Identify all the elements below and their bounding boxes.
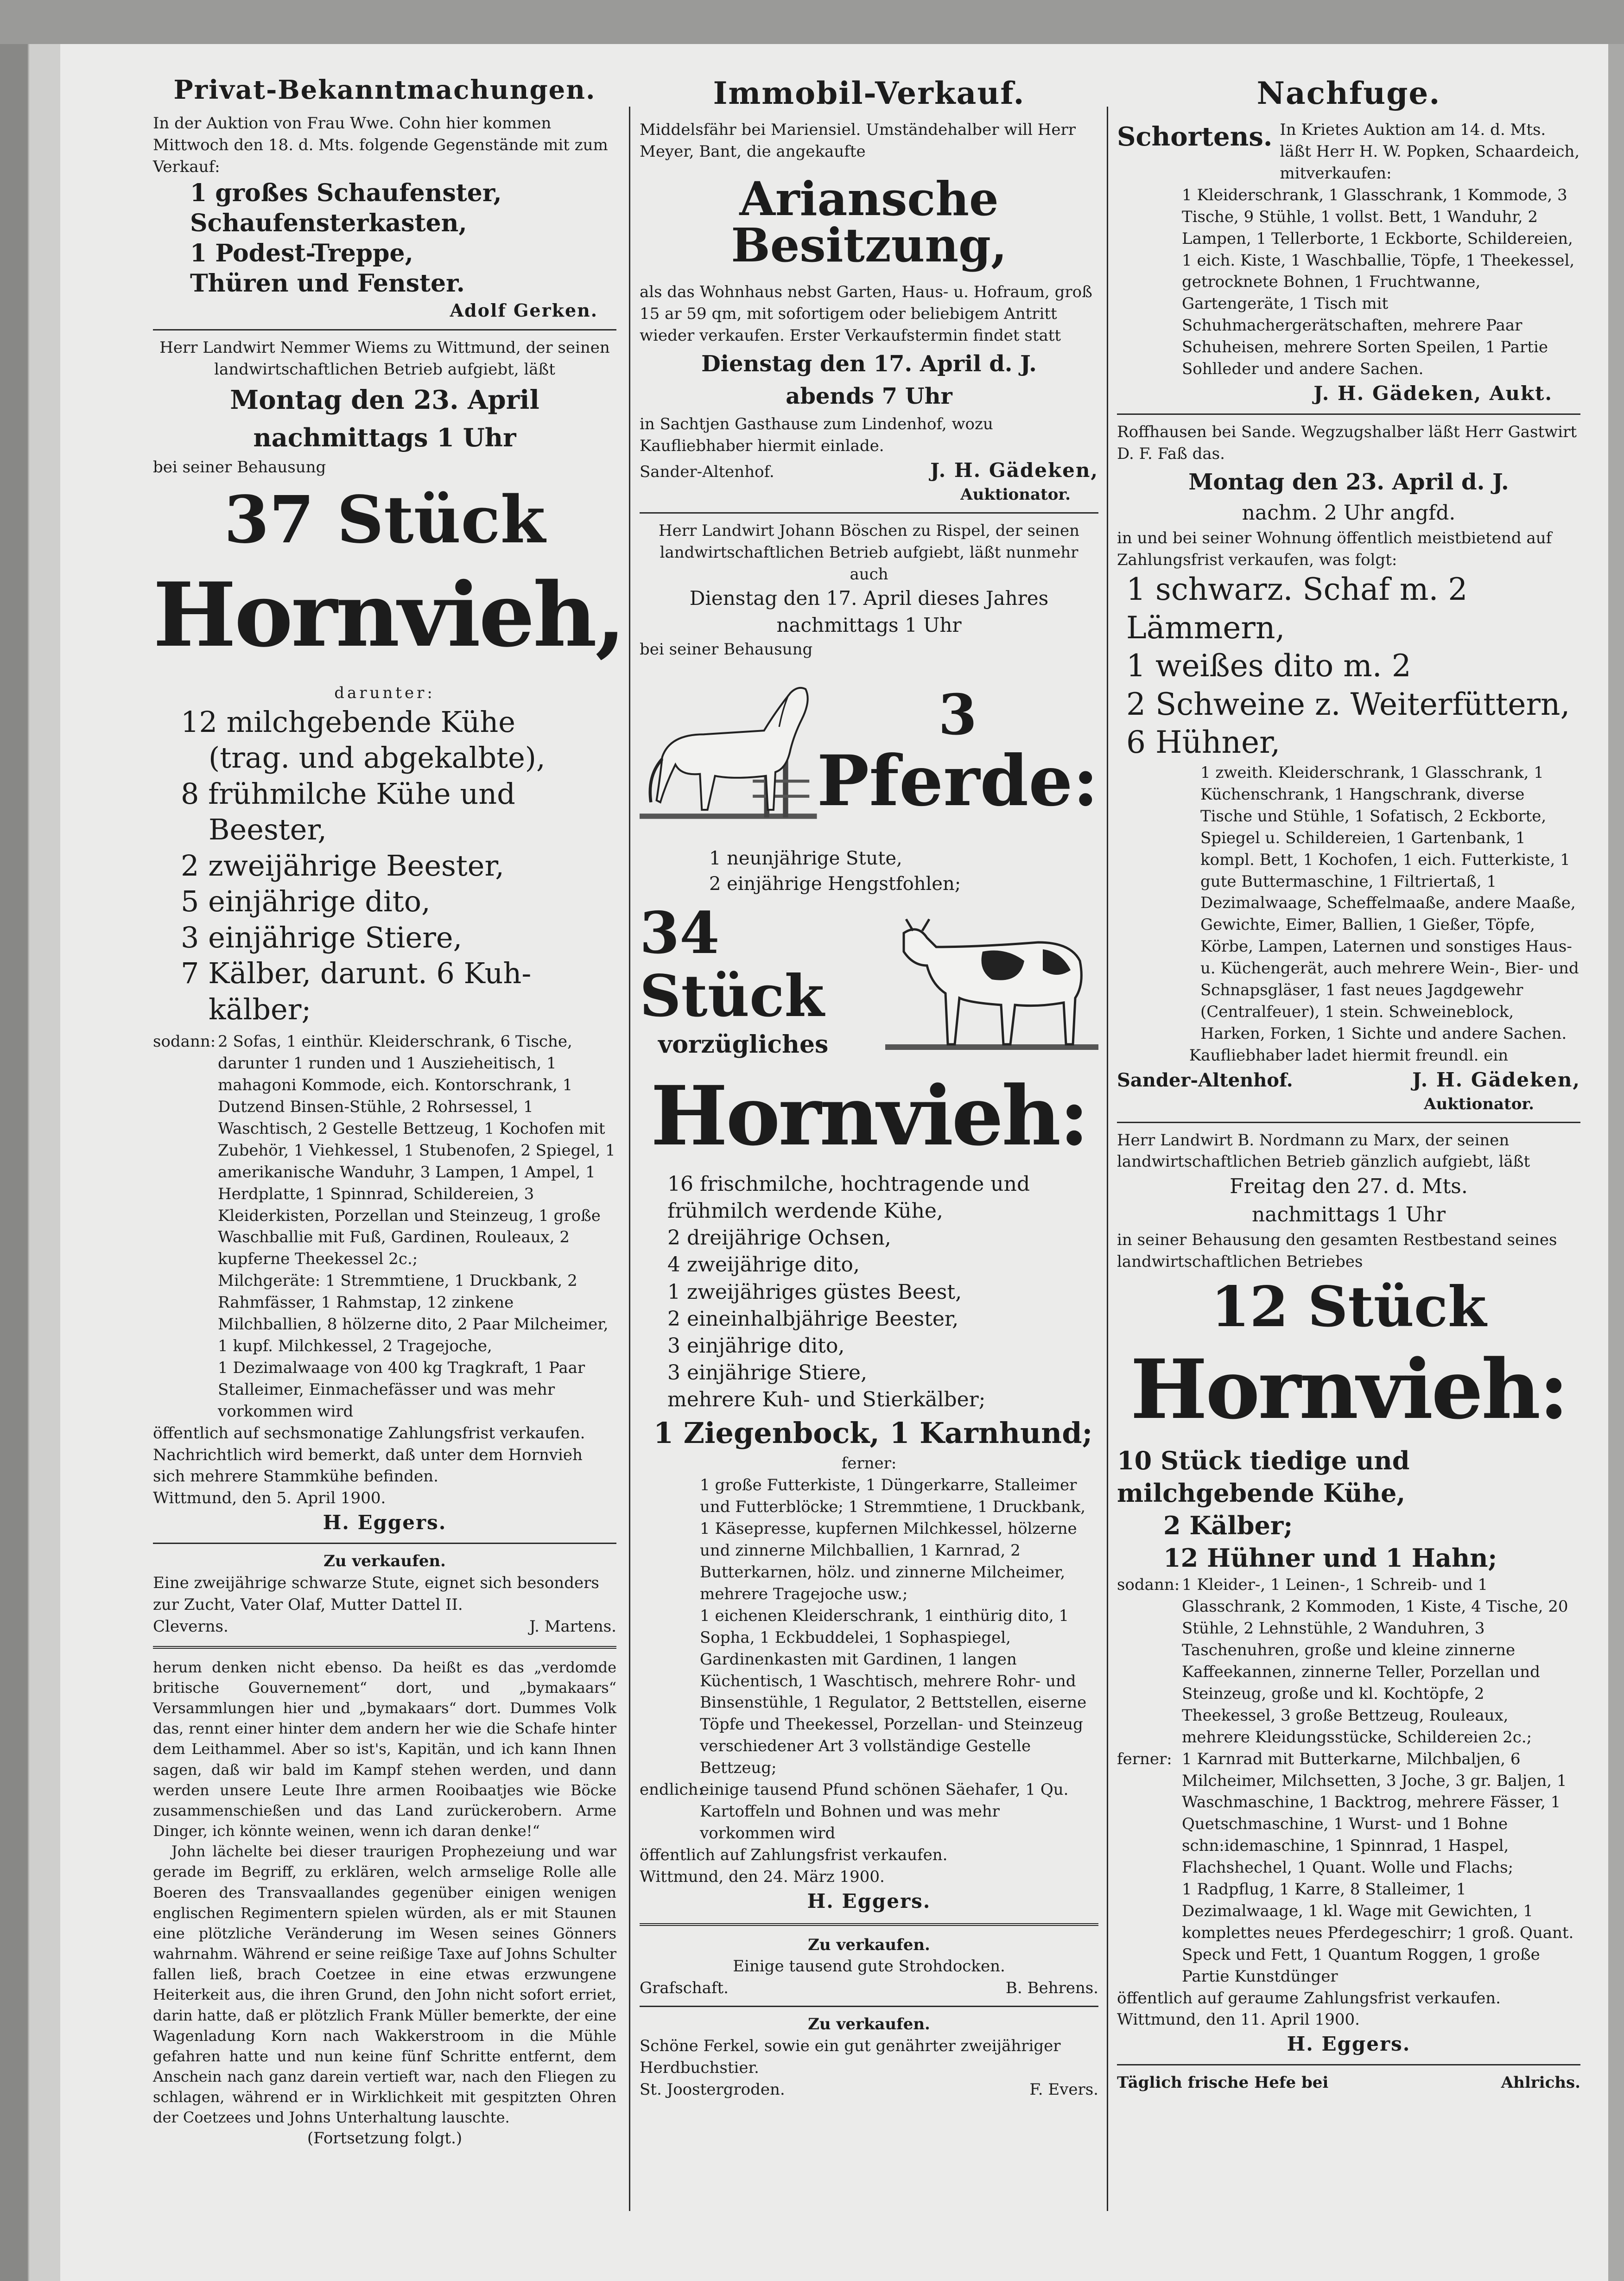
ad-location: Sander-Altenhof. <box>1117 1069 1293 1091</box>
divider <box>1117 413 1580 415</box>
ad-highlight: 1 Ziegenbock, 1 Karnhund; <box>653 1416 1093 1450</box>
ad-signature: H. Eggers. <box>807 1889 931 1912</box>
divider <box>640 2006 1098 2007</box>
list-item: 3 einjährige Stiere, <box>667 1360 867 1385</box>
ad-footer <box>1117 2072 1580 2094</box>
list-item: 2 eineinhalbjährige Beester, <box>667 1307 959 1331</box>
ad-date: Freitag den 27. d. Mts. <box>1230 1175 1468 1199</box>
cattle-heading <box>640 899 885 1062</box>
column-1 <box>153 70 624 2149</box>
pferde-heading <box>817 682 1098 822</box>
ad-signature: H. Eggers. <box>323 1511 447 1534</box>
divider <box>153 1543 616 1544</box>
horse-block <box>640 661 1098 846</box>
ad-location: Grafschaft. <box>640 1979 729 1998</box>
ad-location: Schortens. <box>1117 121 1273 152</box>
list-item: 8 frühmilche Kühe und <box>181 776 515 811</box>
right-margin-strip <box>1608 44 1624 2281</box>
list-item: 5 einjährige dito, <box>181 884 431 919</box>
ad-dateline: Wittmund, den 5. April 1900. <box>153 1489 386 1508</box>
ad-role: Auktionator. <box>1424 1094 1534 1113</box>
ad-signature: F. Evers. <box>1029 2080 1098 2099</box>
item-text: 2 Sofas, 1 einthür. Kleiderschrank, 6 Tische, darunter 1 runden und 1 Auszieheitisch, 1 mahagoni Kommode, eich. Kontorschrank, 1 Dutzend Binsen-Stühle, 2 Rohrsessel, 1 Waschtisch, 2 Gestelle Bettzeug, 1 Kochofen mit Zubehör, 1 Viehkessel, 1 Stubenofen, 2 Spiegel, 1 amerikanische Wanduhr, 3 Lampen, 1 Ampel, 1 Herdplatte, 1 Spinnrad, Schildereien, 3 Kleiderkisten, Porzellan und Steinzeug, 1 große Waschballie mit Fuß, Gardinen, Rouleaux, 2 kupferne Theekessel 2c.; <box>218 1032 615 1269</box>
cattle-block <box>640 899 1098 1062</box>
list-item: 1 großes Schaufenster, <box>190 178 502 207</box>
ad-count: 37 Stück <box>224 482 546 558</box>
ad-text: Einige tausend gute Strohdocken. <box>733 1957 1005 1976</box>
ad-invite: Kaufliebhaber ladet hiermit freundl. ein <box>1189 1046 1509 1065</box>
ad-signature: J. H. Gädeken, Aukt. <box>1313 381 1553 405</box>
ad-place: in Sachtjen Gasthause zum Lindenhof, wozu Kaufliebhaber hiermit einlade. <box>640 415 993 455</box>
list-item: 10 Stück tiedige und milchgebende Kühe, <box>1117 1445 1410 1508</box>
ad-signature: B. Behrens. <box>1005 1979 1098 1998</box>
ad-subhead: darunter: <box>334 683 435 702</box>
column-rule-2 <box>1107 107 1108 2211</box>
ad-title: Pferde: <box>817 740 1098 822</box>
item-text: 1 Karnrad mit Butterkarne, Milchbaljen, 6 Milcheimer, Milchsetten, 3 Joche, 3 gr. Baljen, 1 Waschmaschine, 1 Backtrog, mehrere Fässer, 1 Quetschmaschine, 1 Wurst- und 1 Bohne schn:idemaschine, 1 Spinnrad, 1 Haspel, Flachshechel, 1 Quant. Wolle und Flachs; <box>1182 1749 1567 1877</box>
item-text: 1 Radpflug, 1 Karre, 8 Stalleimer, 1 Dezimalwaage, 1 kl. Wage mit Gewichten, 1 komplettes neues Pferdegeschirr; 1 groß. Quant. Speck und Fett, 1 Quantum Roggen, 1 große Partie Kunstdünger <box>1182 1880 1574 1986</box>
ad-intro: Herr Landwirt B. Nordmann zu Marx, der seinen landwirtschaftlichen Betrieb gänzlich aufgiebt, läßt <box>1117 1131 1530 1171</box>
label: sodann: <box>153 1032 216 1051</box>
ad-role: Auktionator. <box>960 485 1071 504</box>
ad-date: Montag den 23. April <box>230 385 539 416</box>
ad-text: Schöne Ferkel, sowie ein gut genährter zweijähriger Herdbuchstier. <box>640 2037 1061 2078</box>
ad-location: Sander-Altenhof. <box>640 462 774 481</box>
ad-footer <box>640 2079 1098 2101</box>
item-text: 1 zweith. Kleiderschrank, 1 Glasschrank, 1 Küchenschrank, 1 Hangschrank, diverse Tische und Stühle, 1 Sofatisch, 2 Eckborte, Spiegel u. Schildereien, 1 Gartenbank, 1 kompl. Bett, 1 Kochofen, 1 eich. Futterkiste, 1 gute Buttermaschine, 1 Filtriertaß, 1 Dezimalwaage, Scheffelmaaße, andere Maaße, Gewichte, Eimer, Ballien, 1 Gießer, Töpfe, Körbe, Lampen, Laternen und sonstiges Haus- u. Küchengerät, auch mehrere Wein-, Bier- und Schnapsgläser, 1 fast neues Jagdgewehr (Centralfeuer), 1 stein. Schweineblock, Harken, Forken, 1 Sichte und andere Sachen. <box>1200 763 1579 1043</box>
animal-list <box>1117 571 1580 762</box>
list-item: 2 Schweine z. Weiterfüttern, <box>1126 686 1570 722</box>
list-item: Beester, <box>209 813 327 847</box>
column-2 <box>640 70 1098 2101</box>
ad-dateline: Wittmund, den 11. April 1900. <box>1117 2010 1360 2029</box>
item-text: 1 große Futterkiste, 1 Düngerkarre, Stalleimer und Futterblöcke; 1 Stremmtiene, 1 Druckbank, 1 Käsepresse, kupfernen Milchkessel, hölzerne und zinnerne Milchballien, 1 Karnrad, 2 Butterkarnen, hölz. und zinnerne Milcheimer, mehrere Tragejoche usw.; <box>700 1476 1086 1603</box>
ad-date: Dienstag den 17. April d. J. <box>701 350 1037 377</box>
ad-footer <box>1117 1067 1580 1093</box>
animal-list <box>1117 1444 1580 1575</box>
ad-text: In der Auktion von Frau Wwe. Cohn hier kommen Mittwoch den 18. d. Mts. folgende Gegenstände mit zum Verkauf: <box>153 114 608 177</box>
list-item: kälber; <box>209 992 311 1026</box>
ad-count: 34 Stück <box>640 899 825 1030</box>
list-item: 4 zweijährige dito, <box>667 1253 860 1277</box>
ad-heading: Zu verkaufen. <box>808 1935 930 1954</box>
ad-note: Nachrichtlich wird bemerkt, daß unter dem Hornvieh sich mehrere Stammkühe befinden. <box>153 1445 583 1486</box>
cattle-list <box>640 1171 1098 1413</box>
column-heading: Immobil-Verkauf. <box>713 75 1025 111</box>
ad-place: bei seiner Behausung <box>640 640 813 659</box>
list-item: 2 zweijährige Beester, <box>181 848 504 883</box>
story-continued: (Fortsetzung folgt.) <box>307 2129 463 2148</box>
ad-date: Montag den 23. April d. J. <box>1188 469 1509 495</box>
divider <box>153 329 616 330</box>
label: endlich: <box>640 1780 704 1799</box>
ad-signature: Ahlrichs. <box>1501 2073 1580 2092</box>
list-item: 12 Hühner und 1 Hahn; <box>1163 1543 1497 1573</box>
ad-signature: J. Martens. <box>529 1617 616 1636</box>
list-item: 3 einjährige Stiere, <box>181 920 463 954</box>
horse-illustration <box>640 661 817 846</box>
item-text: 1 eichenen Kleiderschrank, 1 einthürig dito, 1 Sopha, 1 Eckbuddelei, 1 Sophaspiegel, Gardinenkasten mit Gardinen, 1 langen Küchentisch, 1 Waschtisch, mehrere Rohr- und Binsenstühle, 1 Regulator, 2 Bettstellen, eiserne Töpfe und Theekessel, Porzellan- und Steinzeug verschiedener Art 3 vollständige Gestelle Bettzeug; <box>700 1606 1087 1778</box>
divider <box>640 1923 1098 1926</box>
ad-text: Täglich frische Hefe bei <box>1117 2073 1329 2092</box>
ad-date: Dienstag den 17. April dieses Jahres <box>689 587 1049 610</box>
ad-signature: Adolf Gerken. <box>450 299 598 321</box>
ad-text: als das Wohnhaus nebst Garten, Haus- u. Hofraum, groß 15 ar 59 qm, mit sofortigem oder beliebigem Antritt wieder verkaufen. Erster Verkaufstermin findet statt <box>640 282 1092 345</box>
ferner-block <box>1117 1748 1580 1879</box>
animal-list <box>153 704 616 1028</box>
ad-intro-block <box>1117 119 1580 184</box>
item-text: Milchgeräte: 1 Stremmtiene, 1 Druckbank, 2 Rahmfässer, 1 Rahmstap, 12 zinkene Milchballien, 8 hölzerne dito, 2 Paar Milcheimer, 1 kupf. Milchkessel, 2 Tragejoche, <box>218 1271 609 1356</box>
ad-title: Hornvieh, <box>153 563 624 667</box>
ad-intro: Roffhausen bei Sande. Wegzugshalber läßt Herr Gastwirt D. F. Faß das. <box>1117 422 1577 463</box>
list-item: Schaufensterkasten, <box>190 209 467 237</box>
list-item: 1 zweijähriges güstes Beest, <box>667 1280 962 1304</box>
list-item: 6 Hühner, <box>1126 724 1281 761</box>
ad-subtitle: vorzügliches <box>658 1030 829 1059</box>
list-item: 1 schwarz. Schaf m. 2 Lämmern, <box>1126 572 1468 646</box>
ad-time: nachm. 2 Uhr angfd. <box>1242 501 1456 525</box>
list-item: 1 Podest-Treppe, <box>190 239 413 267</box>
ad-subhead: ferner: <box>841 1454 897 1473</box>
ad-count: 12 Stück <box>1211 1274 1487 1340</box>
list-item: 2 einjährige Hengstfohlen; <box>709 873 961 895</box>
ad-location: Cleverns. <box>153 1617 228 1636</box>
item-text: 1 Kleider-, 1 Leinen-, 1 Schreib- und 1 Glasschrank, 2 Kommoden, 1 Kiste, 4 Tische, 20 Stühle, 2 Lehnstühle, 2 Wanduhren, 3 Taschenuhren, große und kleine zinnerne Kaffeekannen, zinnerne Teller, Porzellan und Steinzeug, große und kl. Kochtöpfe, 2 Theekessel, 3 große Bettzeug, Rouleaux, mehrere Kleidungsstücke, Schildereien 2c.; <box>1182 1576 1568 1747</box>
label: ferner: <box>1117 1749 1172 1768</box>
list-item: 16 frischmilche, hochtragende und frühmilch werdende Kühe, <box>667 1172 1030 1223</box>
ad-signature: J. H. Gädeken, <box>930 458 1098 482</box>
ad-time: abends 7 Uhr <box>786 383 952 409</box>
ad-intro: Middelsfähr bei Mariensiel. Umständehalber will Herr Meyer, Bant, die angekaufte <box>640 121 1076 161</box>
ad-footer <box>153 1616 616 1638</box>
list-item: 1 neunjährige Stute, <box>709 848 902 870</box>
divider <box>153 1646 616 1649</box>
horse-list <box>640 846 1098 897</box>
ad-text: in und bei seiner Wohnung öffentlich meistbietend auf Zahlungsfrist verkaufen, was folgt: <box>1117 528 1552 569</box>
ad-time: nachmittags 1 Uhr <box>1251 1203 1446 1227</box>
column-heading: Nachfuge. <box>1256 75 1441 111</box>
list-item: 7 Kälber, darunt. 6 Kuh- <box>181 956 532 991</box>
story-text: herum denken nicht ebenso. Da heißt es das „verdomde britische Gouvernement“ dort, und „bymakaars“ Versammlungen hier und „bymakaars“ dort. Dummes Volk das, rennt einer hinter dem andern her wie die Schafe hinter dem Leithammel. Aber so ist's, Kapitän, und ich kann Ihnen sagen, daß wir bald im Kampf stehen werden, und dann werden unsere Leute Ihre armen Rooibaatjes wie Böcke zusammenschießen und das Land zurückerobern. Arme Dinger, ich könnte weinen, wenn ich daran denke!“ <box>153 1658 616 1840</box>
ad-footer <box>640 1977 1098 1999</box>
list-item: 2 dreijährige Ochsen, <box>667 1226 891 1250</box>
ad-items <box>153 178 616 299</box>
ad-intro: Herr Landwirt Nemmer Wiems zu Wittmund, der seinen landwirtschaftlichen Betrieb aufgiebt, läßt <box>159 338 610 379</box>
ad-terms: öffentlich auf Zahlungsfrist verkaufen. <box>640 1845 948 1864</box>
ad-heading: Zu verkaufen. <box>808 2015 930 2034</box>
list-item: (trag. und abgekalbte), <box>209 741 546 775</box>
list-item: 12 milchgebende Kühe <box>181 705 515 739</box>
ad-title: Ariansche Besitzung, <box>731 171 1007 273</box>
sodann-block <box>153 1031 616 1270</box>
page-edge-stack <box>28 44 62 2281</box>
list-item: mehrere Kuh- und Stierkälber; <box>667 1387 986 1411</box>
page-edge-left <box>0 44 28 2281</box>
ad-signature: H. Eggers. <box>1287 2033 1411 2056</box>
cow-illustration <box>885 905 1098 1058</box>
divider <box>1117 1122 1580 1123</box>
ad-place: bei seiner Behausung <box>153 458 326 477</box>
ad-signature: J. H. Gädeken, <box>1412 1068 1580 1091</box>
ad-time: nachmittags 1 Uhr <box>776 614 962 637</box>
ad-time: nachmittags 1 Uhr <box>253 422 516 452</box>
item-text: 1 Dezimalwaage von 400 kg Tragkraft, 1 Paar Stalleimer, Einmachefässer und was mehr vorkommen wird <box>218 1358 585 1421</box>
ad-heading: Zu verkaufen. <box>324 1552 446 1571</box>
ad-text: Eine zweijährige schwarze Stute, eignet sich besonders zur Zucht, Vater Olaf, Mutter Dattel II. <box>153 1574 599 1614</box>
ad-text: in seiner Behausung den gesamten Restbestand seines landwirtschaftlichen Betriebes <box>1117 1230 1557 1271</box>
story-text: John lächelte bei dieser traurigen Prophezeiung und war gerade im Begriff, zu erklären, welch armselige Rolle alle Boeren des Transvaallandes gegenüber einigen wenigen englischen Regimentern spielen würden, als er mit Staunen eine plötzliche Veränderung im Wesen seines Gönners wahrnahm. Während er seine reißige Taxe auf Johns Schulter fallen ließ, brach Coetzee in eine etwas erzwungene Heiterkeit aus, die ihren Grund, den John nicht sofort erriet, darin hatte, daß er plötzlich Frank Müller bemerkte, der eine Wagenladung Korn nach Wakkerstroom in die Mühle gefahren hatte und nun keine fünf Schritte entfernt, dem Anschein nach ganz darein vertieft war, nach den Fliegen zu schlagen, während er in Wirklichkeit mit gespitzten Ohren der Coetzees und Johns Unterhaltung lauschte. <box>153 1843 616 2127</box>
ad-intro: In Krietes Auktion am 14. d. Mts. läßt Herr H. W. Popken, Schaardeich, mitverkaufen: <box>1280 121 1580 183</box>
column-heading: Privat-Bekanntmachungen. <box>173 75 596 105</box>
list-item: 2 Kälber; <box>1163 1510 1293 1540</box>
endlich-block <box>640 1779 1098 1844</box>
horse-count: 3 <box>938 682 977 748</box>
divider <box>640 512 1098 514</box>
divider <box>1117 2064 1580 2065</box>
column-rule-1 <box>629 107 630 2211</box>
item-text: einige tausend Pfund schönen Säehafer, 1 Qu. Kartoffeln und Bohnen und was mehr vorkommen wird <box>700 1780 1069 1843</box>
ad-terms: öffentlich auf geraume Zahlungsfrist verkaufen. <box>1117 1989 1501 2008</box>
ad-intro: Herr Landwirt Johann Böschen zu Rispel, der seinen landwirtschaftlichen Betrieb aufgiebt, läßt nunmehr auch <box>658 521 1080 584</box>
ad-footer <box>640 457 1098 484</box>
column-3 <box>1117 70 1580 2094</box>
ad-title: Hornvieh: <box>650 1068 1088 1164</box>
ad-terms: öffentlich auf sechsmonatige Zahlungsfrist verkaufen. <box>153 1423 585 1442</box>
ad-location: St. Joostergroden. <box>640 2080 785 2099</box>
ad-title: Hornvieh: <box>1130 1341 1567 1437</box>
sodann-block <box>1117 1574 1580 1748</box>
list-item: 3 einjährige dito, <box>667 1334 845 1358</box>
label: sodann: <box>1117 1576 1180 1595</box>
list-item: 1 weißes dito m. 2 <box>1126 648 1411 684</box>
list-item: Thüren und Fenster. <box>190 269 465 298</box>
item-text: 1 Kleiderschrank, 1 Glasschrank, 1 Kommode, 3 Tische, 9 Stühle, 1 vollst. Bett, 1 Wanduhr, 2 Lampen, 1 Tellerborte, 1 Eckborte, Schildereien, 1 eich. Kiste, 1 Waschballie, Töpfe, 1 Theekessel, getrocknete Bohnen, 1 Fruchtwanne, Gartengeräte, 1 Tisch mit Schuhmachergerätschaften, mehrere Paar Schuheisen, mehrere Sorten Speilen, 1 Partie Sohlleder und andere Sachen. <box>1182 185 1575 379</box>
ad-dateline: Wittmund, den 24. März 1900. <box>640 1867 885 1886</box>
